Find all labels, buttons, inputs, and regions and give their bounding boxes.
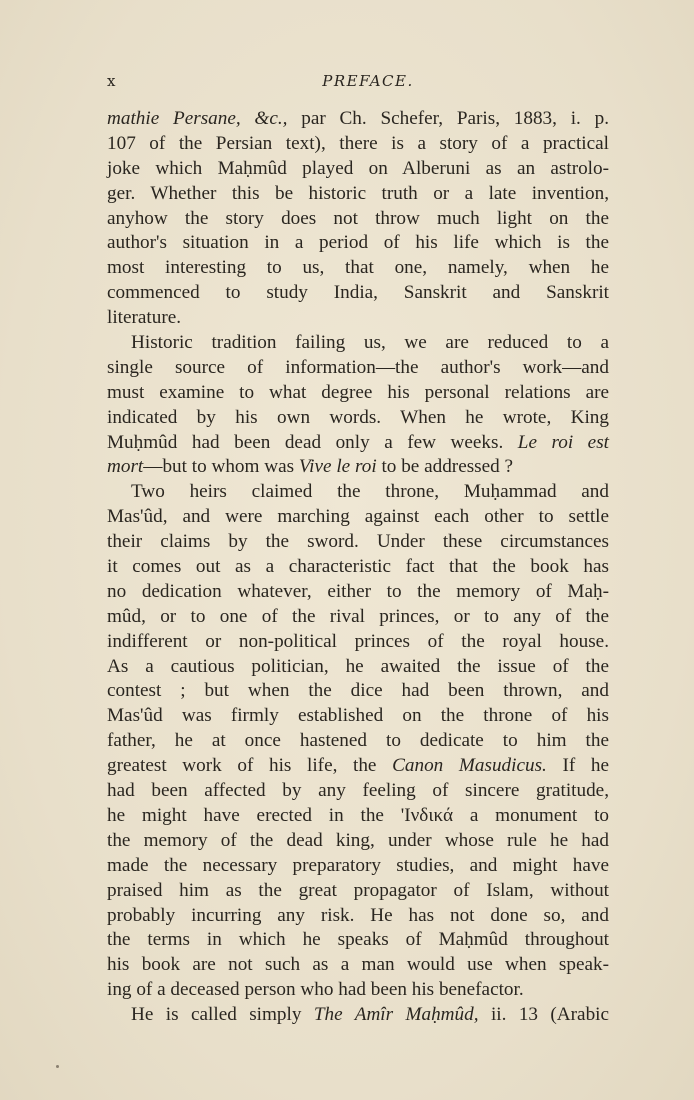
text-line xyxy=(107,854,609,879)
text-run: praised him as the great propagator of Islam, without xyxy=(107,879,609,901)
text-line xyxy=(107,729,609,754)
text-run: If he xyxy=(546,755,610,777)
text-run: it comes out as a characteristic fact that the book has xyxy=(107,556,609,578)
text-line xyxy=(107,580,609,605)
text-line xyxy=(107,530,609,555)
text-line xyxy=(107,953,609,978)
text-run: ger. Whether this be historic truth or a late invention, xyxy=(107,182,609,204)
text-line xyxy=(107,480,609,505)
text-line xyxy=(107,107,609,132)
text-run: —but to whom was xyxy=(143,456,299,478)
text-line xyxy=(107,182,609,207)
text-run: Mas'ûd was firmly established on the throne of his xyxy=(107,705,609,727)
text-line xyxy=(107,804,609,829)
text-run: to be addressed ? xyxy=(376,456,514,478)
text-line xyxy=(107,431,609,456)
text-run: father, he at once hastened to dedicate to him the xyxy=(107,730,609,752)
text-line xyxy=(107,406,609,431)
text-run: had been affected by any feeling of sincere gratitude, xyxy=(107,780,609,802)
text-run: indicated by his own words. When he wrote, King xyxy=(107,406,609,428)
body-text xyxy=(107,107,609,1028)
text-run: anyhow the story does not throw much light on the xyxy=(107,207,609,229)
page-number: x xyxy=(107,72,117,90)
text-run: greatest work of his life, the xyxy=(107,755,393,777)
text-run: Two heirs claimed the throne, Muḥammad and xyxy=(131,481,609,503)
text-run: the terms in which he speaks of Maḥmûd throughout xyxy=(107,929,609,951)
text-run: made the necessary preparatory studies, and might have xyxy=(107,854,609,876)
text-line xyxy=(107,231,609,256)
paper-speck xyxy=(56,1065,59,1068)
text-run: literature. xyxy=(107,307,182,329)
text-line xyxy=(107,1003,609,1028)
text-line xyxy=(107,455,609,480)
text-line xyxy=(107,381,609,406)
text-line xyxy=(107,555,609,580)
text-line xyxy=(107,754,609,779)
text-run: Muḥmûd had been dead only a few weeks. xyxy=(107,431,518,453)
text-run: contest ; but when the dice had been thrown, and xyxy=(107,680,609,702)
text-run: no dedication whatever, either to the memory of Maḥ- xyxy=(107,580,609,602)
text-run: He is called simply xyxy=(131,1004,314,1026)
text-line xyxy=(107,928,609,953)
text-line xyxy=(107,978,609,1003)
text-line xyxy=(107,207,609,232)
text-run: single source of information—the author's work—and xyxy=(107,356,609,378)
text-line xyxy=(107,879,609,904)
italic-text: mort xyxy=(107,456,144,478)
text-run: indifferent or non-political princes of the royal house. xyxy=(107,630,609,652)
text-line xyxy=(107,132,609,157)
text-line xyxy=(107,306,609,331)
text-run: their claims by the sword. Under these circumstances xyxy=(107,531,609,553)
text-line xyxy=(107,505,609,530)
text-run: Historic tradition failing us, we are reduced to a xyxy=(131,332,609,354)
text-line xyxy=(107,281,609,306)
italic-text: The Amîr Maḥmûd, xyxy=(313,1004,479,1026)
text-line xyxy=(107,904,609,929)
text-run: he might have erected in the 'Ινδικά a monument to xyxy=(107,804,609,826)
text-run: must examine to what degree his personal relations are xyxy=(107,381,609,403)
italic-text: Canon Masudicus. xyxy=(392,755,547,777)
text-run: the memory of the dead king, under whose rule he had xyxy=(107,829,609,851)
text-line xyxy=(107,679,609,704)
italic-text: Le roi est xyxy=(517,431,609,453)
text-line xyxy=(107,356,609,381)
text-run: ing of a deceased person who had been his benefactor. xyxy=(107,979,524,1001)
text-run: ii. 13 (Arabic xyxy=(478,1004,610,1026)
text-run: author's situation in a period of his life which is the xyxy=(107,232,609,254)
text-line xyxy=(107,630,609,655)
text-run: mûd, or to one of the rival princes, or to any of the xyxy=(107,605,609,627)
text-line xyxy=(107,605,609,630)
text-line xyxy=(107,655,609,680)
italic-text: mathie Persane, &c., xyxy=(107,108,288,129)
running-title: PREFACE. xyxy=(322,72,414,90)
text-line xyxy=(107,256,609,281)
text-run: his book are not such as a man would use when speak- xyxy=(107,954,609,976)
text-run: Mas'ûd, and were marching against each other to settle xyxy=(107,506,609,528)
text-line xyxy=(107,331,609,356)
text-run: As a cautious politician, he awaited the issue of the xyxy=(107,655,609,677)
text-run: 107 of the Persian text), there is a story of a practical xyxy=(107,132,609,154)
text-line xyxy=(107,829,609,854)
text-line xyxy=(107,704,609,729)
text-run: par Ch. Schefer, Paris, 1883, i. p. xyxy=(287,108,609,129)
text-line xyxy=(107,157,609,182)
text-run: joke which Maḥmûd played on Alberuni as an astrolo- xyxy=(107,157,609,179)
text-line xyxy=(107,779,609,804)
text-run: commenced to study India, Sanskrit and Sanskrit xyxy=(107,282,609,304)
italic-text: Vive le roi xyxy=(298,456,377,478)
page-header xyxy=(107,72,609,96)
text-run: probably incurring any risk. He has not done so, and xyxy=(107,904,609,926)
text-run: most interesting to us, that one, namely, when he xyxy=(107,257,609,279)
